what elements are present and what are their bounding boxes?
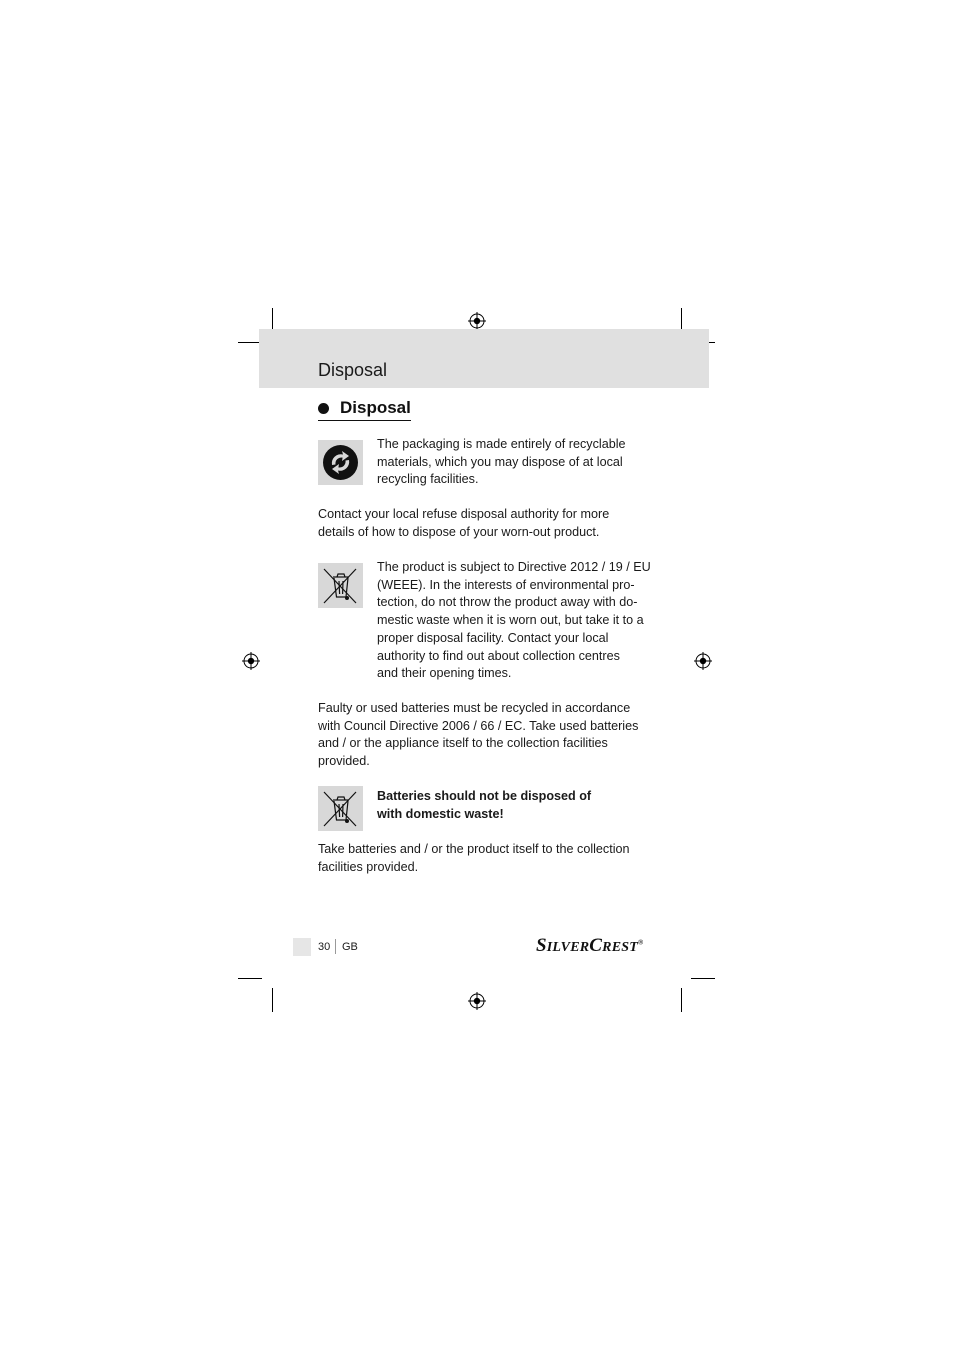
footer-marker (293, 938, 311, 956)
section-heading-text: Disposal (340, 398, 411, 417)
brand-logo: SILVERCREST® (536, 935, 644, 956)
crossed-out-wheelie-bin-icon (318, 786, 363, 831)
registration-mark-icon (468, 992, 486, 1010)
packaging-paragraph: The packaging is made entirely of recyclable materials, which you may dispose of at local recycling facilities. (377, 437, 626, 487)
weee-icon-box (318, 563, 363, 608)
batteries-paragraph: Faulty or used batteries must be recycled in accordance with Council Directive 2006 / 66 / EC. Take used batteries and / or the appliance itself to the collection facilities provided. (318, 701, 639, 769)
crossed-out-wheelie-bin-icon (318, 563, 363, 608)
contact-paragraph: Contact your local refuse disposal authority for more details of how to dispose of your worn-out product. (318, 507, 610, 539)
battery-icon-box (318, 786, 363, 831)
take-batteries-paragraph: Take batteries and / or the product itself to the collection facilities provided. (318, 842, 630, 874)
crop-mark (691, 978, 715, 979)
crop-mark (238, 978, 262, 979)
batteries-warning: Batteries should not be disposed of with domestic waste! (377, 789, 592, 821)
weee-paragraph: The product is subject to Directive 2012 / 19 / EU (WEEE). In the interests of environmental pro- tection, do not throw the product away with do- mestic waste when it is worn out, but take it to a proper disposal facility. Contact your local authority to find out about collection centres and their opening times. (377, 560, 651, 681)
crop-mark (681, 988, 682, 1012)
crop-mark (272, 988, 273, 1012)
bullet-icon (318, 403, 329, 414)
green-dot-recycling-icon (318, 440, 363, 485)
page-number: 30 (318, 941, 331, 953)
section-heading (318, 398, 411, 419)
registration-mark-icon (468, 312, 486, 330)
registration-mark-icon (242, 652, 260, 670)
registration-mark-icon (694, 652, 712, 670)
recycle-icon-box (318, 440, 363, 485)
heading-underline (318, 420, 411, 421)
page-title: Disposal (318, 360, 388, 380)
language-code: GB (342, 941, 358, 953)
footer-separator (335, 939, 336, 954)
